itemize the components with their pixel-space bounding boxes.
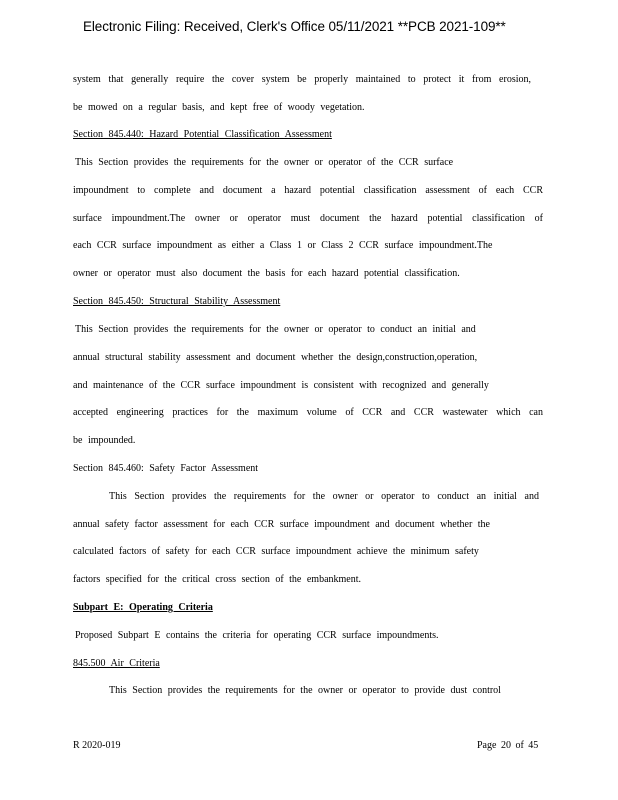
body-line: each CCR surface impoundment as either a Class 1 or Class 2 CCR surface impoundment.The — [73, 240, 493, 251]
electronic-filing-stamp: Electronic Filing: Received, Clerk's Office 05/11/2021 **PCB 2021-109** — [83, 19, 506, 34]
section-heading-845-460: Section 845.460: Safety Factor Assessment — [73, 463, 259, 474]
body-line: impoundment to complete and document a hazard potential classification assessment of each CCR — [73, 185, 543, 196]
body-line: factors specified for the critical cross section of the embankment. — [73, 574, 362, 585]
body-line: This Section provides the requirements for the owner or operator to conduct an initial and — [75, 324, 476, 335]
subpart-e-heading: Subpart E: Operating Criteria — [73, 602, 213, 613]
body-line: This Section provides the requirements for the owner or operator of the CCR surface — [75, 157, 454, 168]
body-line: owner or operator must also document the basis for each hazard potential classification. — [73, 268, 460, 279]
body-line: Proposed Subpart E contains the criteria for operating CCR surface impoundments. — [75, 630, 439, 641]
body-line: surface impoundment.The owner or operator must document the hazard potential classification of — [73, 213, 543, 224]
body-line: annual safety factor assessment for each CCR surface impoundment and document whether the — [73, 519, 490, 530]
body-line: annual structural stability assessment and document whether the design,construction,operation, — [73, 352, 478, 363]
body-line: and maintenance of the CCR surface impoundment is consistent with recognized and generally — [73, 380, 489, 391]
body-line: system that generally require the cover system be properly maintained to protect it from erosion, — [73, 74, 531, 85]
section-heading-845-440: Section 845.440: Hazard Potential Classification Assessment — [73, 129, 332, 140]
body-line: accepted engineering practices for the maximum volume of CCR and CCR wastewater which can — [73, 407, 543, 418]
body-line: This Section provides the requirements for the owner or operator to provide dust control — [109, 685, 501, 696]
body-line: calculated factors of safety for each CCR surface impoundment achieve the minimum safety — [73, 546, 479, 557]
docket-number: R 2020-019 — [73, 740, 121, 751]
body-line: This Section provides the requirements for the owner or operator to conduct an initial and — [109, 491, 539, 502]
body-line: be mowed on a regular basis, and kept free of woody vegetation. — [73, 102, 365, 113]
body-line: be impounded. — [73, 435, 136, 446]
page-number: Page 20 of 45 — [477, 740, 539, 751]
section-heading-845-500: 845.500 Air Criteria — [73, 658, 160, 669]
section-heading-845-450: Section 845.450: Structural Stability Assessment — [73, 296, 281, 307]
